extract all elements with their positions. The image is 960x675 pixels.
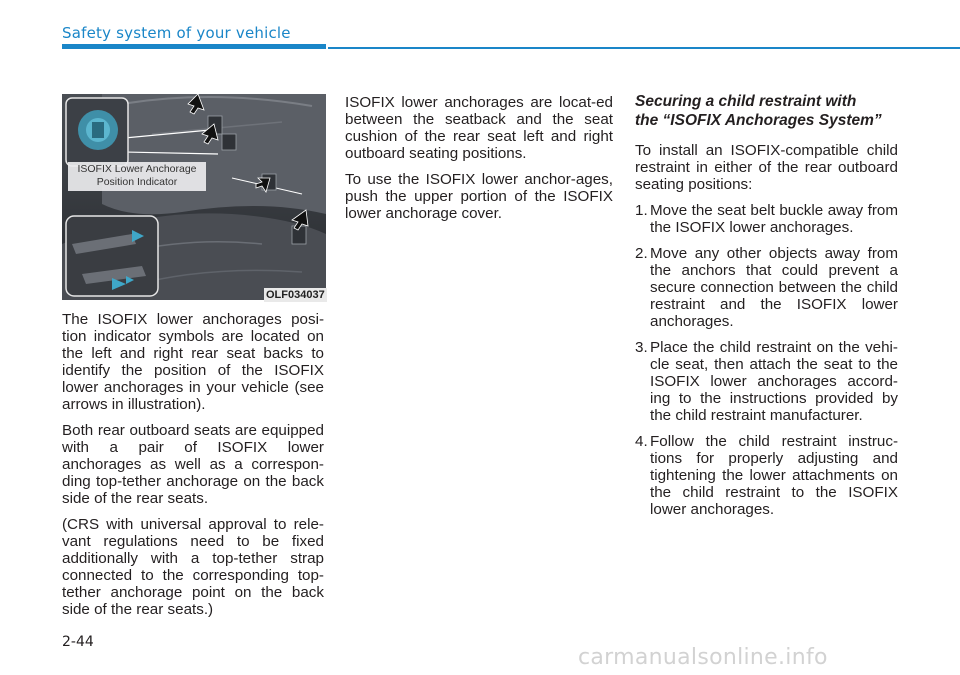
section-heading bbox=[635, 92, 898, 130]
list-item bbox=[635, 339, 898, 424]
step-number: 4. bbox=[635, 433, 648, 450]
callout-line-2: Position Indicator bbox=[96, 176, 178, 188]
paragraph: To use the ISOFIX lower anchor-ages, push the upper portion of the ISOFIX lower anchorage cover. bbox=[345, 171, 613, 222]
step-number: 3. bbox=[635, 339, 648, 356]
watermark: carmanualsonline.info bbox=[578, 645, 828, 670]
column-right bbox=[635, 92, 898, 527]
callout-line-1: ISOFIX Lower Anchorage bbox=[77, 163, 197, 175]
list-item bbox=[635, 202, 898, 236]
heading-line-2: the “ISOFIX Anchorages System” bbox=[635, 112, 882, 129]
step-text: Move the seat belt buckle away from the ISOFIX lower anchorages. bbox=[650, 202, 898, 236]
list-item bbox=[635, 245, 898, 330]
step-number: 2. bbox=[635, 245, 648, 262]
isofix-illustration bbox=[62, 94, 326, 300]
list-item bbox=[635, 433, 898, 518]
paragraph: Both rear outboard seats are equipped with a pair of ISOFIX lower anchorages as well as a correspon-ding top-tether anchorage on the back side of the rear seats. bbox=[62, 422, 324, 507]
rear-seat-drawing bbox=[62, 94, 326, 300]
page-number: 2-44 bbox=[62, 634, 94, 650]
intro-paragraph: To install an ISOFIX-compatible child restraint in either of the rear outboard seating positions: bbox=[635, 142, 898, 193]
paragraph: ISOFIX lower anchorages are locat-ed between the seatback and the seat cushion of the rear seat left and right outboard seating positions. bbox=[345, 94, 613, 162]
step-text: Move any other objects away from the anchors that could prevent a secure connection between the child restraint and the ISOFIX lower anchorages. bbox=[650, 245, 898, 330]
steps-list bbox=[635, 202, 898, 518]
step-number: 1. bbox=[635, 202, 648, 219]
header-rule-thick bbox=[62, 44, 326, 49]
column-middle bbox=[345, 94, 613, 231]
step-text: Follow the child restraint instruc-tions for properly adjusting and tightening the lower attachments on the child restraint to the ISOFIX lower anchorages. bbox=[650, 433, 898, 518]
figure-callout-label bbox=[68, 162, 206, 191]
section-title: Safety system of your vehicle bbox=[62, 24, 291, 42]
step-text: Place the child restraint on the vehi-cle seat, then attach the seat to the ISOFIX lower anchorages accord-ing to the instructions provided by the child restraint manufacturer. bbox=[650, 339, 898, 424]
paragraph: The ISOFIX lower anchorages posi-tion indicator symbols are located on the left and right rear seat backs to identify the position of the ISOFIX lower anchorages in your vehicle (see arrows in illustration). bbox=[62, 311, 324, 413]
column-left bbox=[62, 311, 324, 627]
figure-code: OLF034037 bbox=[266, 289, 325, 301]
paragraph: (CRS with universal approval to rele-vant regulations need to be fixed additionally with a top-tether strap connected to the corresponding top-tether anchorage point on the back side of the rear seats.) bbox=[62, 516, 324, 618]
heading-line-1: Securing a child restraint with bbox=[635, 93, 857, 110]
header-rule-thin bbox=[328, 47, 960, 49]
